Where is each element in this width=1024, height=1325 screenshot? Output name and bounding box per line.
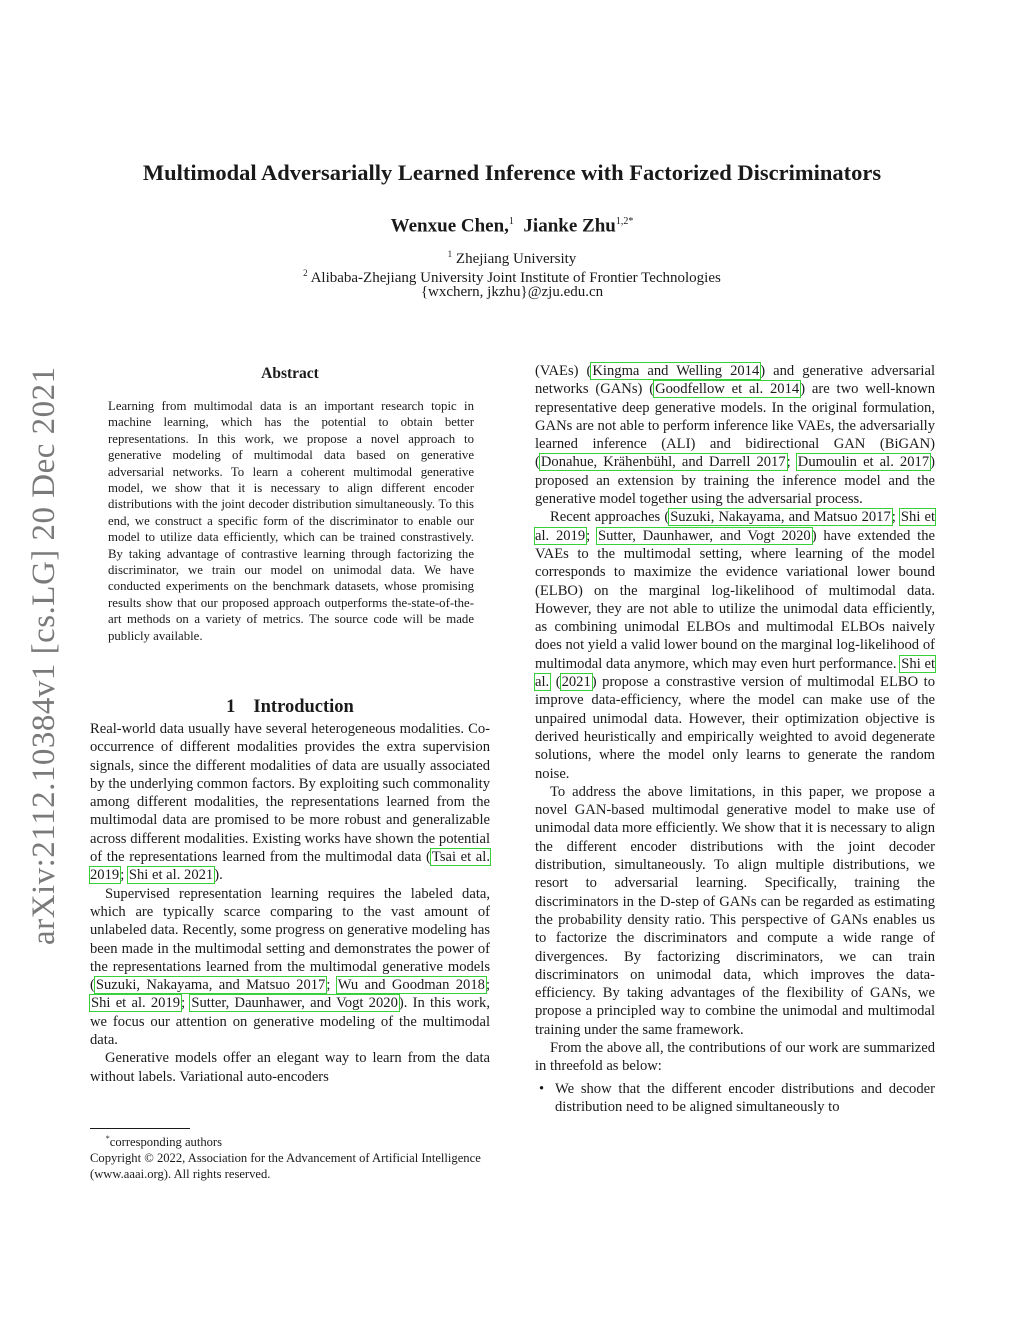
citation-separator: ; [786,454,797,471]
citation-link[interactable]: Donahue, Krähenbühl, and Darrell 2017 [540,454,786,471]
author-line [60,209,964,239]
citation-separator: ; [181,995,191,1012]
citation-link[interactable]: Shi et al. 2021 [128,867,214,884]
paragraph-text: ) proposed an extension by training the inference model and the generative model together using the adversarial process. [535,454,935,508]
citation-separator: ; [485,977,490,994]
citation-link[interactable]: Shi et al. 2019 [535,509,936,544]
citation-link[interactable]: Sutter, Daunhawer, and Vogt 2020 [598,527,811,544]
footnote-corresponding [90,1131,490,1150]
author-emails: {wxchern, jkzhu}@zju.edu.cn [420,284,604,300]
citation-link[interactable]: Goodfellow et al. 2014 [655,381,800,398]
citation-link[interactable]: 2021 [561,674,591,691]
arxiv-side-stamp: arXiv:2112.10384v1 [cs.LG] 20 Dec 2021 [26,366,62,945]
intro-paragraph-2 [90,885,490,1050]
affil-text: Zhejiang University [455,251,577,267]
citation-link[interactable]: Tsai et al. 2019 [90,849,490,884]
footnote-marker: * [105,1134,110,1143]
citation-link[interactable]: Kingma and Welling 2014 [592,363,760,379]
footnote-copyright: Copyright © 2022, Association for the Advancement of Artificial Intelligence (www.aaai.org). All rights reserved. [90,1151,481,1182]
paragraph-text: Recent approaches ( [550,509,670,526]
author-name: Jianke Zhu [523,215,616,237]
citation-link[interactable]: Suzuki, Nakayama, and Matsuo 2017 [95,977,326,994]
contributions-list [535,1080,935,1117]
citation-link[interactable]: Dumoulin et al. 2017 [797,454,930,471]
citation-link[interactable]: Shi et al. [535,655,935,691]
intro-paragraph-3: Generative models offer an elegant way to learn from the data without labels. Variational auto-encoders [90,1050,490,1085]
footnote-divider [90,1128,190,1129]
author-name: Wenxue Chen, [390,215,509,237]
paragraph-text: ) are two well-known representative deep generative models. In the original formulation, GANs are not able to perform inference like VAEs, the adversarially learned inference (ALI) and bidirectional GAN (BiGAN) ( [535,381,935,471]
author-affil-mark: 1,2* [615,216,634,227]
list-item [535,1080,935,1117]
citation-separator: ; [120,867,128,884]
abstract-text: Learning from multimodal data is an important research topic in machine learning, which has the potential to obtain better representations. In this work, we propose a novel approach to generative modeling of multimodal data based on generative adversarial networks. To learn a coherent multimodal generative model, we show that it is necessary to align different encoder distributions with the joint decoder distribution simultaneously. To this end, we construct a specific form of the discriminator to enable our model to utilize data efficiently, which can be trained constrastively. By taking advantage of contrastive learning through factorizing the discriminator, we train our model on unimodal data. We have conducted experiments on the benchmark datasets, whose promising results show that our proposed approach outperforms the-state-of-the-art methods on a variety of metrics. The source code will be made publicly available. [108,399,474,643]
affil-text: Alibaba-Zhejiang University Joint Institute of Frontier Technologies [310,270,721,286]
right-column-body [535,362,935,1116]
paragraph-text: ) have extended the VAEs to the multimodal setting, where learning of the model corresponds to maximize the evidence variational lower bound (ELBO) on the marginal log-likelihood of multimodal data. However, they are not able to utilize the unimodal data efficiently, as combining unimodal ELBOs and multimodal ELBOs naively does not yield a valid lower bound on the marginal log-likelihood of multimodal data anymore, which may even hurt performance. [535,527,935,672]
author-affil-mark: 1 [508,216,514,227]
paragraph-text: ) propose a constrastive version of multimodal ELBO to improve data-efficiency, where the model can make use of the unpaired unimodal data. However, their optimization objective is derived heuristically and empirically weighted to avoid degenerate solutions, where the model only learns to generate the random noise. [535,674,936,782]
citation-link[interactable]: Shi et al. 2019 [91,995,181,1012]
abstract-heading: Abstract [261,365,319,382]
citation-link[interactable]: Suzuki, Nakayama, and Matsuo 2017 [670,509,891,526]
section-title: Introduction [253,697,354,717]
paragraph-text: ). [214,867,223,884]
right-paragraph-2 [535,508,935,782]
bullet-icon: • [539,1080,545,1097]
citation-separator: ( [550,674,561,691]
section-heading-introduction [90,695,490,719]
paragraph-text: ). In this work, we focus our attention on generative modeling of the multimodal data. [90,995,490,1049]
left-column-body [90,720,490,1086]
intro-paragraph-1 [90,720,490,885]
paper-title: Multimodal Adversarially Learned Inference with Factorized Discriminators [142,160,882,185]
paragraph-text: Supervised representation learning requires the labeled data, which are typically scarce comparing to the vast amount of unlabeled data. Recently, some progress on generative modeling has been made in the multimodal setting and demonstrates the power of the representations learned from the multimodal generative models ( [90,885,490,994]
paragraph-text: (VAEs) ( [535,363,592,379]
paragraph-text: ) and generative adversarial networks (GANs) ( [535,363,935,398]
citation-separator: ; [326,977,337,994]
footnote [90,1131,490,1182]
citation-link[interactable]: Wu and Goodman 2018 [337,977,485,994]
right-paragraph-4: From the above all, the contributions of our work are summarized in threefold as below: [535,1039,935,1075]
right-paragraph-3: To address the above limitations, in this paper, we propose a novel GAN-based multimodal generative model to make use of unimodal data more efficiently. We show that it is necessary to align the different encoder distributions with the joint decoder distribution, simultaneously. To align multiple distributions, we resort to adversarial learning. Specifically, training the discriminators in the D-step of GANs can be regarded as estimating the probability density ratio. This perspective of GANs enables us to factorize the discriminators and compute a wide range of divergences. By factorizing discriminators, we can train discriminators on unimodal data, which improves the data-efficiency. By taking advantages of the flexibility of GANs, we propose a principled way to combine the unimodal and multimodal training under the same framework. [535,783,935,1038]
paragraph-text: Real-world data usually have several heterogeneous modalities. Co-occurrence of different modalities provides the extra supervision signals, since the different modalities of data are usually associated by the underlying common factors. By exploiting such commonality among different modalities, the representations learned from the multimodal data are promised to be more robust and generalizable across different modalities. Existing works have shown the potential of the representations learned from the multimodal data ( [90,721,490,866]
affil-number: 2 [303,268,308,278]
citation-separator: ; [891,509,900,526]
section-number: 1 [226,697,236,717]
citation-separator: ; [586,527,597,544]
footnote-text: corresponding authors [109,1135,223,1150]
right-paragraph-1 [535,362,935,508]
list-item-text: We show that the different encoder distributions and decoder distribution need to be aligned simultaneously to [555,1080,935,1115]
citation-link[interactable]: Sutter, Daunhawer, and Vogt 2020 [191,995,398,1012]
affil-number: 1 [447,249,453,259]
